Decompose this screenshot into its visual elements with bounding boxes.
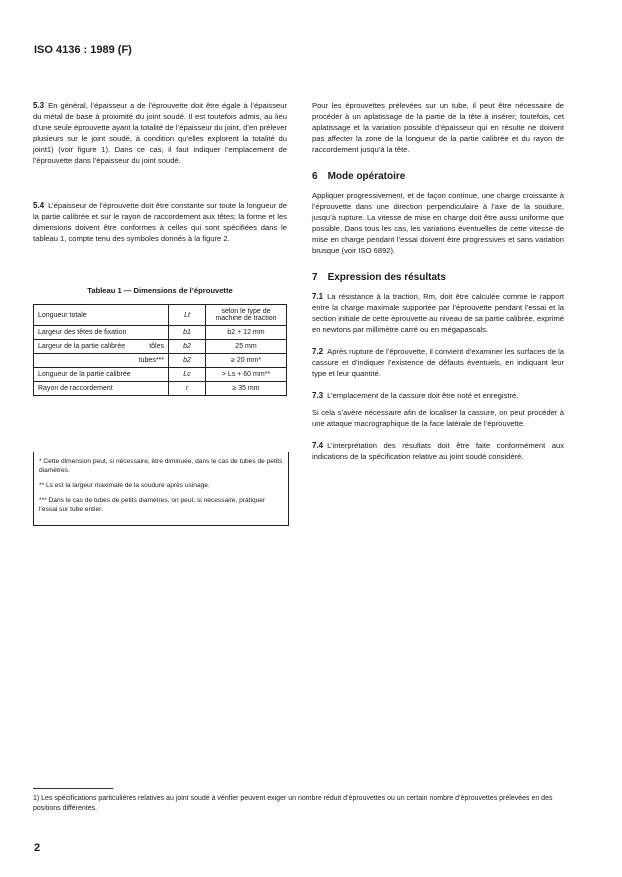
table-note: * Cette dimension peut, si nécessaire, être diminuée, dans le cas de tubes de petits diamètres.: [39, 458, 283, 474]
table-row: [34, 326, 287, 340]
clause-text: L’emplacement de la cassure doit être noté et enregistré.: [327, 391, 519, 400]
row-value: ≥ 20 mm*: [206, 354, 287, 368]
row-symbol: b2: [169, 354, 206, 368]
paragraph-7-3: [312, 390, 564, 401]
footnote: 1) Les spécifications particulières relatives au joint soudé à vérifier peuvent exiger un nombre réduit d’éprouvettes ou un certain nombre d’éprouvettes prélevées en des positions différentes.: [33, 795, 553, 812]
paragraph-7-2: [312, 346, 564, 379]
left-column-2: [33, 200, 287, 255]
table-note: *** Dans le cas de tubes de petits diamètres, on peut, si nécessaire, pratiquer l’essai sur tube entier.: [39, 497, 266, 513]
clause-text: L’épaisseur de l’éprouvette doit être constante sur toute la longueur de la partie calibrée et sur le rayon de raccordement aux têtes; la forme et les dimensions doivent être conformes à celles qui sont spécifiées dans le tableau 1, compte tenu des symboles donnés à la figure 2.: [33, 201, 287, 243]
row-symbol: Lc: [169, 368, 206, 382]
table-caption: Tableau 1 — Dimensions de l’éprouvette: [87, 286, 233, 295]
page-number: 2: [34, 842, 41, 854]
row-value: 25 mm: [206, 340, 287, 354]
clause-number: 5.4: [33, 201, 45, 210]
footnote-separator: [33, 788, 113, 789]
row-label: Longueur de la partie calibrée: [34, 368, 169, 382]
row-label-split: [34, 340, 169, 354]
table-row: [34, 354, 287, 368]
clause-number: 7.4: [312, 441, 324, 450]
clause-number: 7.2: [312, 347, 324, 356]
row-label: Longueur totale: [34, 305, 169, 326]
row-label: Rayon de raccordement: [34, 382, 169, 396]
table-row: [34, 340, 287, 354]
clause-number: 5.3: [33, 101, 45, 110]
paragraph-continuation: Pour les éprouvettes prélevées sur un tube, il peut être nécessaire de procéder à un aplatissage de la partie de la tête à insérer; toutefois, cet aplatissage et la variation possible d’épaisseur qui en résulte ne doivent pas affecter la zone de la longueur de la partie calibrée et du rayon de raccordement jusqu’à la tête.: [312, 101, 564, 154]
row-symbol: b2: [169, 340, 206, 354]
clause-number: 7.1: [312, 292, 324, 301]
section-number: 7: [312, 272, 318, 283]
paragraph-5-4: [33, 200, 287, 244]
clause-number: 7.3: [312, 391, 324, 400]
paragraph-7-1: [312, 291, 564, 335]
paragraph-7-4: [312, 440, 564, 462]
document-header: ISO 4136 : 1989 (F): [34, 44, 132, 56]
section-6-heading: [312, 171, 564, 182]
paragraph-7-3-b: Si cela s’avère nécessaire afin de localiser la cassure, on peut procéder à une attaque macrographique de la face latérale de l’éprouvette.: [312, 408, 564, 428]
table-row: [34, 305, 287, 326]
clause-text: Après rupture de l’éprouvette, il convient d’examiner les surfaces de la cassure et d’indiquer l’existence de défauts éventuels, en indiquant leur type et leur quantité.: [312, 347, 564, 378]
clause-text: La résistance à la traction, Rm, doit être calculée comme le rapport entre la charge maximale supportée par l’éprouvette pendant l’essai et la section initiale de cette éprouvette au niveau de sa partie calibrée, exprimé en newtons par millimètre carré ou en mégapascals.: [312, 292, 564, 334]
row-label: Largeur de la partie calibrée: [38, 343, 126, 350]
row-symbol: b1: [169, 326, 206, 340]
row-value: b2 + 12 mm: [206, 326, 287, 340]
row-symbol: Lt: [169, 305, 206, 326]
paragraph-6: Appliquer progressivement, et de façon continue, une charge croissante à l’éprouvette dans une direction perpendiculaire à l’axe de la soudure, jusqu’à rupture. La vitesse de mise en charge doit être aussi uniforme que possible. Dans tous les cas, les variations éventuelles de cette vitesse de mise en charge pendant l’essai doivent être progressives et sans variation brusque (voir ISO 6892).: [312, 191, 564, 255]
row-value: ≥ 35 mm: [206, 382, 287, 396]
paragraph-5-3: [33, 100, 287, 166]
table-notes: [33, 452, 289, 526]
row-sublabel: tôles: [149, 343, 164, 350]
section-7-heading: [312, 272, 564, 283]
table-row: [34, 368, 287, 382]
clause-text: L’interprétation des résultats doit être faite conformément aux indications de la spécification relative au joint soudé considéré.: [312, 441, 564, 461]
row-sublabel: tubes***: [34, 354, 169, 368]
clause-text: En général, l’épaisseur a de l’éprouvette doit être égale à l’épaisseur du métal de base à proximité du joint soudé. Il est toutefois admis, au lieu d’une seule éprouvette ayant la totalité de l’épaisseur du joint, d’en prélever plusieurs sur le joint soudé, à condition qu’elles explorent la totalité du joint1) (voir figure 1). Dans ce cas, il faut indiquer l’emplacement de l’éprouvette dans l’épaisseur du joint soudé.: [33, 101, 287, 165]
row-value: selon le type de machine de traction: [206, 305, 287, 326]
table-row: [34, 382, 287, 396]
row-symbol: r: [169, 382, 206, 396]
section-title: Mode opératoire: [327, 171, 406, 182]
section-number: 6: [312, 171, 318, 182]
row-label: Largeur des têtes de fixation: [34, 326, 169, 340]
dimensions-table: [33, 304, 287, 396]
table-note: ** Ls est la largeur maximale de la soudure après usinage.: [39, 482, 210, 489]
row-value: > Ls + 60 mm**: [206, 368, 287, 382]
left-column: [33, 100, 287, 177]
right-column: [312, 100, 564, 473]
section-title: Expression des résultats: [327, 272, 446, 283]
